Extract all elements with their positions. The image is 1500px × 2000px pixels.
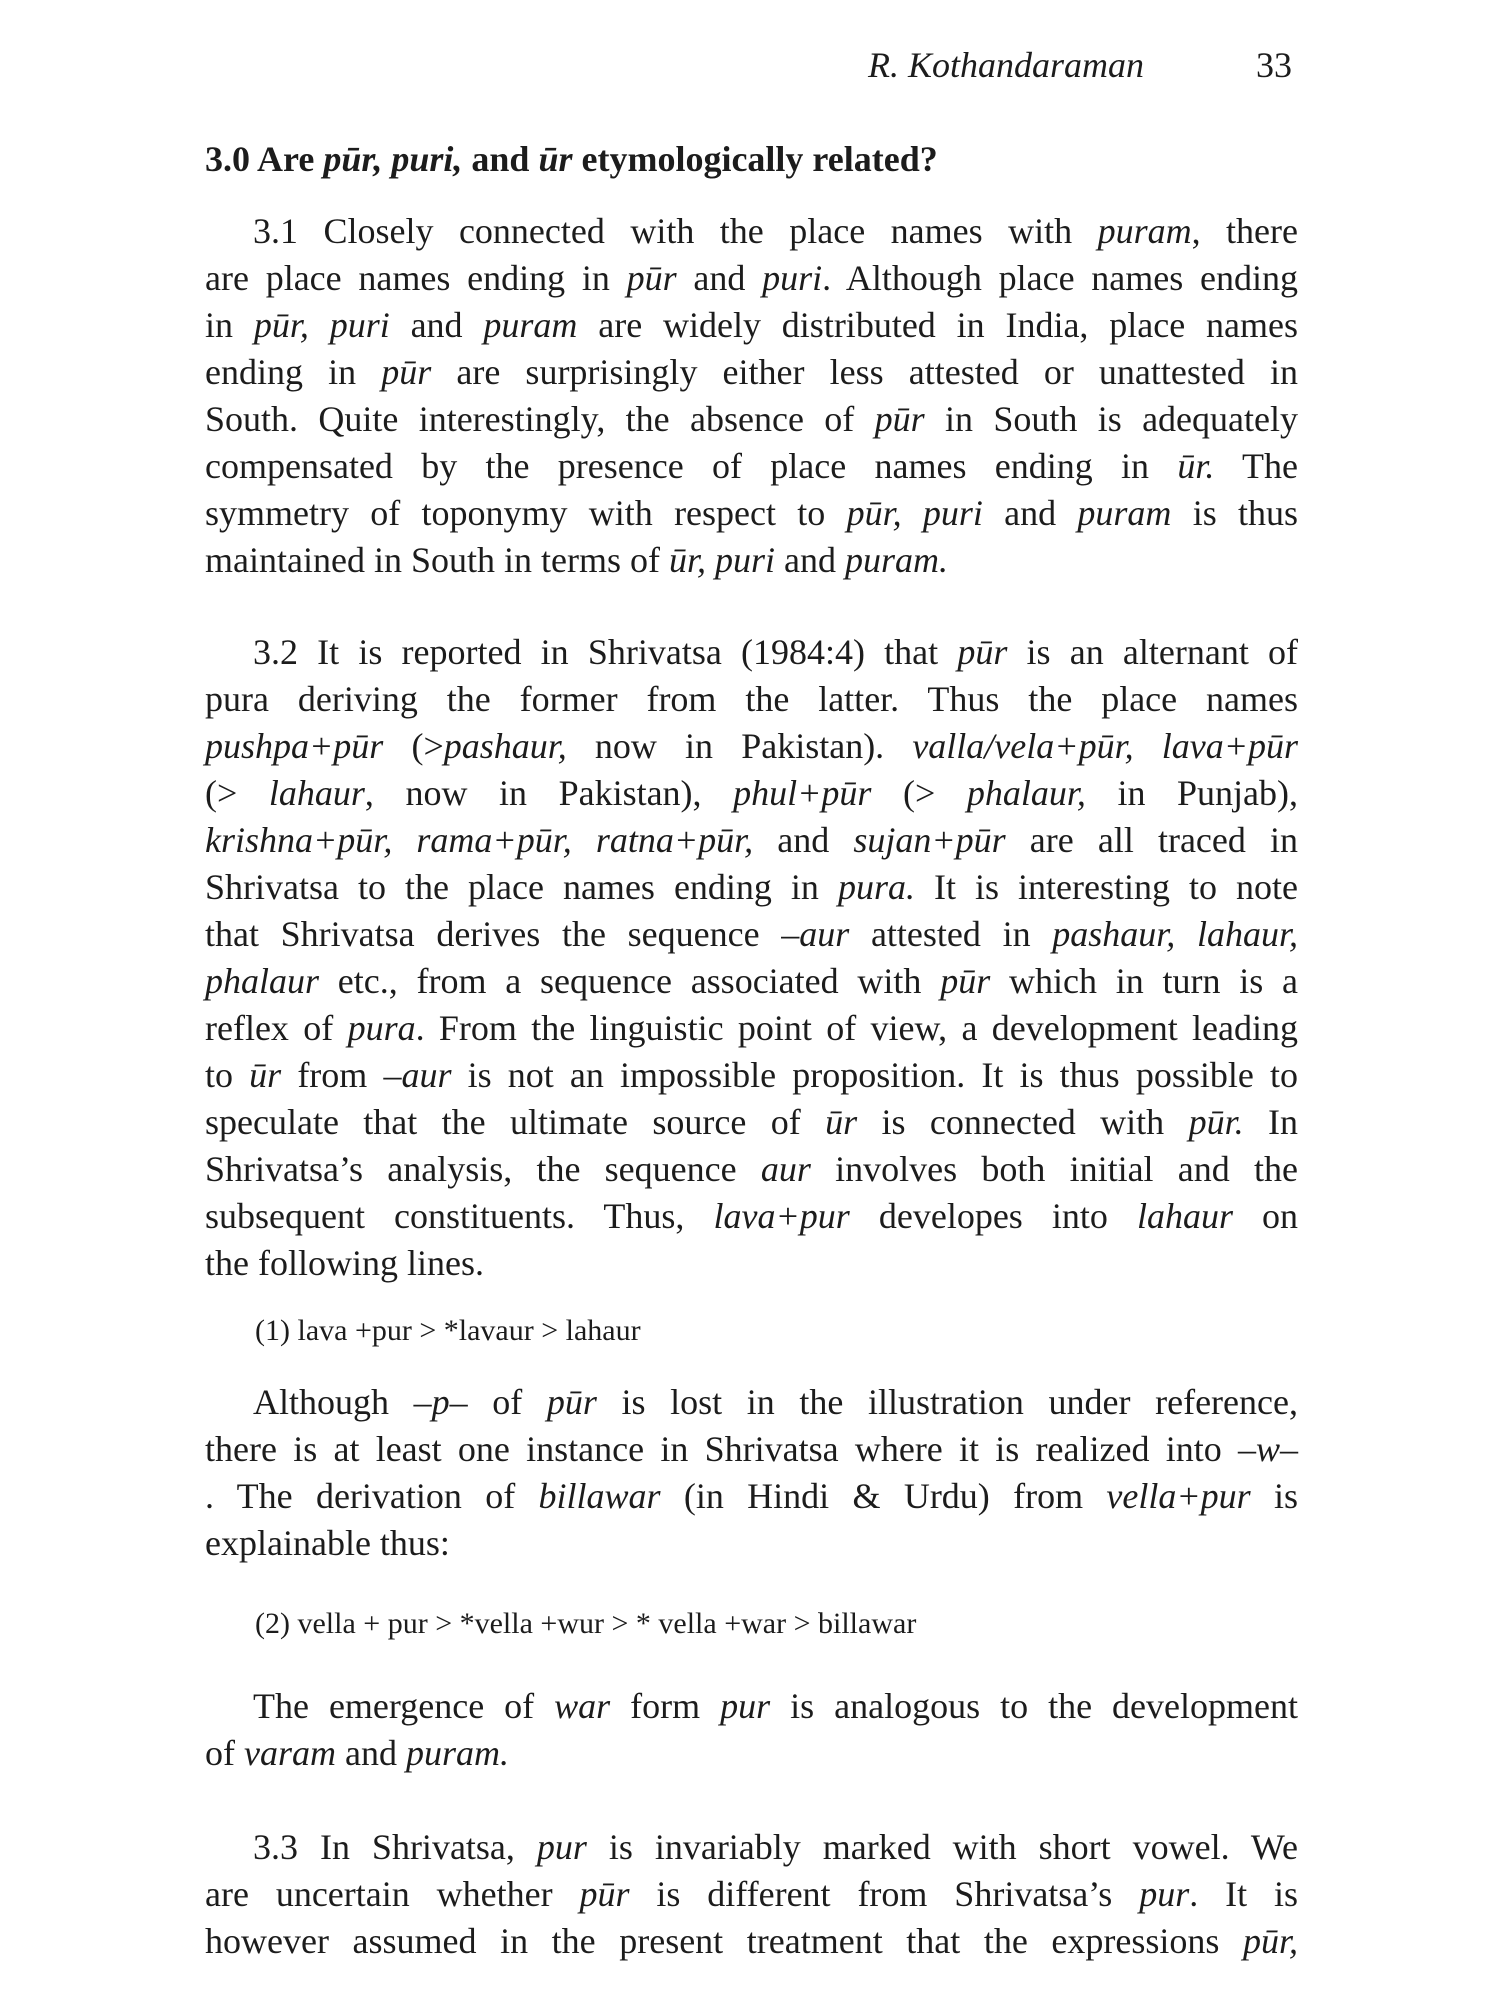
text-run: attested in bbox=[849, 914, 1053, 954]
text-run: now in Pakistan). bbox=[566, 726, 913, 766]
italic-term: –aur bbox=[781, 914, 850, 954]
text-run: and bbox=[982, 493, 1078, 533]
text-run: from bbox=[281, 1055, 384, 1095]
text-run: In bbox=[1243, 1102, 1298, 1142]
text-run: which in turn is a bbox=[990, 961, 1299, 1001]
text-line bbox=[205, 1824, 1298, 1871]
italic-term: pūr, puri, bbox=[323, 139, 463, 179]
text-run: is connected with bbox=[857, 1102, 1189, 1142]
text-run: . It is bbox=[1189, 1874, 1298, 1914]
text-run bbox=[902, 493, 923, 533]
text-line bbox=[205, 443, 1298, 490]
text-run: . Although place names ending bbox=[822, 258, 1298, 298]
paragraph-although bbox=[205, 1379, 1298, 1567]
text-run: to bbox=[205, 1055, 250, 1095]
text-run: 3.1 Closely connected with the place names with bbox=[253, 211, 1098, 251]
text-line bbox=[205, 1379, 1298, 1426]
text-run: subsequent constituents. Thus, bbox=[205, 1196, 714, 1236]
running-header-author: R. Kothandaraman bbox=[868, 45, 1145, 85]
text-line bbox=[205, 396, 1298, 443]
text-run: are all traced in bbox=[1005, 820, 1298, 860]
text-line bbox=[205, 1146, 1298, 1193]
italic-term: billawar bbox=[538, 1476, 661, 1516]
text-line bbox=[205, 1052, 1298, 1099]
italic-term: pūr, bbox=[846, 493, 902, 533]
text-run: reflex of bbox=[205, 1008, 348, 1048]
text-run: 3.3 In Shrivatsa, bbox=[253, 1827, 537, 1867]
italic-term: pūr bbox=[626, 258, 677, 298]
text-line bbox=[205, 864, 1298, 911]
text-line bbox=[205, 1193, 1298, 1240]
text-run: developes into bbox=[849, 1196, 1137, 1236]
italic-term: pashaur, bbox=[443, 726, 567, 766]
text-run: ending in bbox=[205, 352, 382, 392]
paragraph-3-1 bbox=[205, 208, 1298, 584]
italic-term: krishna+pūr, rama+pūr, ratna+pūr, bbox=[205, 820, 754, 860]
text-line bbox=[205, 302, 1298, 349]
italic-term: ūr bbox=[825, 1102, 858, 1142]
text-line bbox=[205, 723, 1298, 770]
text-run: (> bbox=[871, 773, 967, 813]
italic-term: puram bbox=[483, 305, 578, 345]
text-run: symmetry of toponymy with respect to bbox=[205, 493, 847, 533]
text-run: and bbox=[775, 540, 845, 580]
text-line bbox=[205, 1099, 1298, 1146]
italic-term: pūr, bbox=[253, 305, 309, 345]
italic-term: ūr. bbox=[1177, 446, 1215, 486]
text-run: are uncertain whether bbox=[205, 1874, 580, 1914]
text-line bbox=[205, 1473, 1298, 1520]
italic-term: aur bbox=[760, 1149, 811, 1189]
italic-term: pūr bbox=[579, 1874, 630, 1914]
italic-term: phalaur bbox=[205, 961, 320, 1001]
italic-term: phul+pūr bbox=[733, 773, 872, 813]
text-run: and bbox=[753, 820, 854, 860]
text-run: on bbox=[1232, 1196, 1299, 1236]
italic-term: lahaur bbox=[1136, 1196, 1233, 1236]
italic-term: puri bbox=[714, 540, 775, 580]
text-line bbox=[205, 208, 1298, 255]
text-line bbox=[205, 1426, 1298, 1473]
text-run: form bbox=[610, 1686, 721, 1726]
text-run: are place names ending in bbox=[205, 258, 627, 298]
italic-term: pūr bbox=[957, 632, 1008, 672]
text-run: . The derivation of bbox=[205, 1476, 539, 1516]
italic-term: pur bbox=[536, 1827, 587, 1867]
italic-term: pūr, bbox=[1242, 1921, 1298, 1961]
italic-term: lava+pur bbox=[713, 1196, 850, 1236]
italic-term: –aur bbox=[383, 1055, 452, 1095]
text-run: etc., from a sequence associated with bbox=[319, 961, 941, 1001]
text-run: is lost in the illustration under reference, bbox=[596, 1382, 1298, 1422]
text-line bbox=[205, 1005, 1298, 1052]
example-2: (2) vella + pur > *vella +wur > * vella +war > billawar bbox=[255, 1607, 917, 1640]
text-run: are widely distributed in India, place names bbox=[577, 305, 1298, 345]
text-line bbox=[205, 1730, 1298, 1777]
text-run: there is at least one instance in Shrivatsa where it is realized into bbox=[205, 1429, 1238, 1469]
text-line bbox=[205, 676, 1298, 723]
text-line bbox=[205, 958, 1298, 1005]
text-line bbox=[205, 770, 1298, 817]
text-run: . From the linguistic point of view, a development leading bbox=[415, 1008, 1298, 1048]
italic-term: pushpa+pūr bbox=[205, 726, 384, 766]
text-line bbox=[205, 255, 1298, 302]
text-run: and bbox=[676, 258, 763, 298]
italic-term: valla/vela+pūr, lava+pūr bbox=[912, 726, 1299, 766]
text-run: compensated by the presence of place names ending in bbox=[205, 446, 1178, 486]
paragraph-emergence bbox=[205, 1683, 1298, 1777]
text-run: are surprisingly either less attested or unattested in bbox=[431, 352, 1299, 392]
text-run bbox=[706, 540, 715, 580]
page-number: 33 bbox=[1256, 45, 1292, 85]
text-run: and bbox=[336, 1733, 406, 1773]
italic-term: pūr bbox=[874, 399, 925, 439]
text-run: It is interesting to note bbox=[914, 867, 1298, 907]
text-run: is analogous to the development bbox=[770, 1686, 1298, 1726]
italic-term: ūr bbox=[538, 139, 573, 179]
text-run: is an alternant of bbox=[1007, 632, 1298, 672]
italic-term: pur bbox=[1139, 1874, 1190, 1914]
text-line bbox=[205, 629, 1298, 676]
italic-term: –p– bbox=[413, 1382, 468, 1422]
text-run: the following lines. bbox=[205, 1243, 484, 1283]
text-line bbox=[205, 1683, 1298, 1730]
italic-term: varam bbox=[244, 1733, 336, 1773]
text-line bbox=[205, 911, 1298, 958]
text-run: in bbox=[205, 305, 254, 345]
text-run: 3.0 Are bbox=[205, 139, 324, 179]
italic-term: pūr bbox=[940, 961, 991, 1001]
text-run: is not an impossible proposition. It is thus possible to bbox=[451, 1055, 1298, 1095]
italic-term: pura bbox=[347, 1008, 416, 1048]
paragraph-3-3 bbox=[205, 1824, 1298, 1965]
text-run: however assumed in the present treatment that the expressions bbox=[205, 1921, 1243, 1961]
text-run: The emergence of bbox=[253, 1686, 555, 1726]
text-run: (in Hindi & Urdu) from bbox=[660, 1476, 1107, 1516]
text-run: is bbox=[1250, 1476, 1298, 1516]
italic-term: pura. bbox=[837, 867, 915, 907]
text-run: in Punjab), bbox=[1085, 773, 1298, 813]
text-line bbox=[205, 1240, 1298, 1287]
text-run: explainable thus: bbox=[205, 1523, 450, 1563]
italic-term: ūr bbox=[249, 1055, 282, 1095]
text-run bbox=[309, 305, 330, 345]
text-line bbox=[205, 490, 1298, 537]
text-run: etymologically related? bbox=[572, 139, 938, 179]
text-run: speculate that the ultimate source of bbox=[205, 1102, 826, 1142]
text-run: is thus bbox=[1171, 493, 1299, 533]
text-run: of bbox=[205, 1733, 244, 1773]
text-run: South. Quite interestingly, the absence of bbox=[205, 399, 875, 439]
text-run: that Shrivatsa derives the sequence bbox=[205, 914, 782, 954]
paragraph-3-2 bbox=[205, 629, 1298, 1287]
italic-term: vella+pur bbox=[1106, 1476, 1251, 1516]
text-run: pura deriving the former from the latter. Thus the place names bbox=[205, 679, 1298, 719]
italic-term: puri bbox=[329, 305, 390, 345]
text-run: (> bbox=[383, 726, 444, 766]
text-line bbox=[205, 817, 1298, 864]
text-run: and bbox=[389, 305, 484, 345]
text-run: , now in Pakistan), bbox=[364, 773, 734, 813]
text-run: involves both initial and the bbox=[810, 1149, 1298, 1189]
italic-term: puram. bbox=[844, 540, 948, 580]
text-run: The bbox=[1214, 446, 1298, 486]
text-line bbox=[205, 537, 1298, 584]
italic-term: pashaur, lahaur, bbox=[1052, 914, 1298, 954]
text-run: is invariably marked with short vowel. We bbox=[586, 1827, 1298, 1867]
text-run: is different from Shrivatsa’s bbox=[629, 1874, 1140, 1914]
section-heading bbox=[205, 138, 938, 180]
text-run: Shrivatsa’s analysis, the sequence bbox=[205, 1149, 761, 1189]
text-line bbox=[205, 1871, 1298, 1918]
text-line bbox=[205, 1918, 1298, 1965]
text-run: (> bbox=[205, 773, 269, 813]
text-run: of bbox=[467, 1382, 547, 1422]
italic-term: puri bbox=[922, 493, 983, 533]
italic-term: pūr. bbox=[1188, 1102, 1244, 1142]
italic-term: phalaur, bbox=[966, 773, 1086, 813]
text-run: Shrivatsa to the place names ending in bbox=[205, 867, 838, 907]
italic-term: puram. bbox=[405, 1733, 509, 1773]
text-line bbox=[205, 349, 1298, 396]
italic-term: sujan+pūr bbox=[853, 820, 1006, 860]
italic-term: pūr bbox=[381, 352, 432, 392]
italic-term: war bbox=[554, 1686, 611, 1726]
text-run: in South is adequately bbox=[924, 399, 1298, 439]
italic-term: pūr bbox=[546, 1382, 597, 1422]
text-run: 3.2 It is reported in Shrivatsa (1984:4) that bbox=[253, 632, 958, 672]
italic-term: pur bbox=[720, 1686, 771, 1726]
text-run: , there bbox=[1191, 211, 1298, 251]
italic-term: ūr, bbox=[668, 540, 706, 580]
italic-term: puri bbox=[762, 258, 823, 298]
italic-term: puram bbox=[1077, 493, 1172, 533]
text-run: Although bbox=[253, 1382, 414, 1422]
example-1: (1) lava +pur > *lavaur > lahaur bbox=[255, 1314, 641, 1347]
italic-term: lahaur bbox=[268, 773, 365, 813]
text-run: maintained in South in terms of bbox=[205, 540, 669, 580]
text-line bbox=[205, 1520, 1298, 1567]
text-run: and bbox=[462, 139, 539, 179]
italic-term: puram bbox=[1097, 211, 1192, 251]
italic-term: –w– bbox=[1237, 1429, 1298, 1469]
